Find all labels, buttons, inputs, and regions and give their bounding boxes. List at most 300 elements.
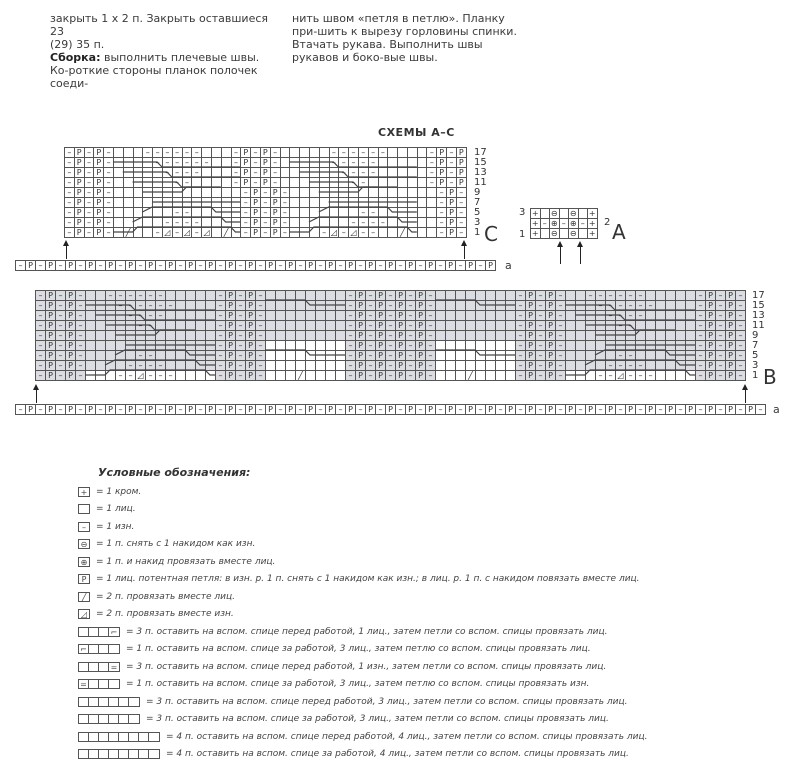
chart-cell: –: [349, 218, 359, 228]
chart-cell: [222, 148, 232, 158]
chart-cell: +: [531, 209, 539, 218]
chart-cell: P: [126, 405, 136, 415]
chart-cell: –: [136, 321, 146, 331]
chart-cell: –: [386, 371, 396, 381]
chart-cell: [186, 311, 196, 321]
chart-cell: P: [75, 198, 85, 208]
chart-cell: [456, 351, 466, 361]
chart-cell: [136, 341, 146, 351]
chart-cell: [290, 198, 300, 208]
chart-cell: [212, 218, 222, 228]
chart-cell: [202, 168, 212, 178]
chart-cell: [666, 321, 676, 331]
chart-cell: –: [56, 351, 66, 361]
row-number: 13: [752, 310, 765, 321]
chart-cell: –: [276, 261, 286, 271]
legend: [78, 466, 647, 763]
chart-cell: [206, 301, 216, 311]
chart-cell: [656, 291, 666, 301]
chart-cell: –: [696, 361, 706, 371]
chart-cell: P: [526, 331, 536, 341]
chart-cell: [212, 188, 222, 198]
chart-cell: [666, 341, 676, 351]
chart-cell: [566, 301, 576, 311]
chart-cell: [656, 301, 666, 311]
chart-cell: [306, 301, 316, 311]
chart-cell: [116, 331, 126, 341]
chart-cell: –: [556, 405, 566, 415]
chart-cell: P: [286, 261, 296, 271]
chart-cell: –: [386, 321, 396, 331]
chart-cell: [202, 188, 212, 198]
chart-cell: [316, 371, 326, 381]
chart-cell: –: [386, 351, 396, 361]
chart-cell: [398, 148, 408, 158]
chart-cell: ◿: [163, 228, 173, 238]
chart-cell: P: [726, 405, 736, 415]
chart-cell: [326, 331, 336, 341]
chart-cell: P: [376, 311, 386, 321]
chart-cell: [202, 208, 212, 218]
chart-cell: –: [146, 351, 156, 361]
chart-cell: P: [356, 351, 366, 361]
chart-cell: P: [226, 351, 236, 361]
chart-cell: –: [366, 301, 376, 311]
chart-cell: ╱: [222, 228, 232, 238]
chart-cell: –: [406, 351, 416, 361]
chart-cell: –: [261, 218, 271, 228]
chart-cell: –: [256, 371, 266, 381]
chart-cell: P: [526, 321, 536, 331]
legend-symbol-icon: P: [78, 574, 90, 584]
chart-cell: P: [426, 405, 436, 415]
chart-cell: –: [256, 331, 266, 341]
chart-cell: –: [236, 341, 246, 351]
chart-cell: –: [65, 198, 75, 208]
row-number: 1: [752, 370, 759, 381]
chart-cell: [326, 301, 336, 311]
chart-cell: [222, 188, 232, 198]
chart-cell: [134, 208, 144, 218]
chart-cell: –: [457, 208, 467, 218]
chart-cell: –: [36, 291, 46, 301]
chart-cell: +: [588, 209, 596, 218]
chart-cell: P: [416, 321, 426, 331]
chart-cell: P: [726, 291, 736, 301]
chart-cell: –: [146, 311, 156, 321]
chart-cell: [316, 291, 326, 301]
chart-cell: P: [706, 405, 716, 415]
chart-cell: –: [736, 321, 746, 331]
chart-cell: [566, 311, 576, 321]
chart-cell: [306, 361, 316, 371]
row-number: 9: [752, 330, 759, 341]
chart-cell: [339, 208, 349, 218]
chart-cell: [296, 361, 306, 371]
chart-cell: –: [536, 311, 546, 321]
chart-cell: [576, 371, 586, 381]
chart-cell: [306, 371, 316, 381]
chart-cell: –: [296, 405, 306, 415]
chart-cell: –: [556, 331, 566, 341]
chart-cell: –: [216, 291, 226, 301]
chart-cell: [276, 321, 286, 331]
chart-cell: P: [706, 351, 716, 361]
chart-cell: [336, 361, 346, 371]
chart-cell: [116, 321, 126, 331]
chart-cell: P: [416, 371, 426, 381]
chart-cell: –: [356, 261, 366, 271]
chart-cell: [436, 361, 446, 371]
chart-cell: –: [447, 158, 457, 168]
chart-cell: –: [356, 405, 366, 415]
chart-cell: [398, 198, 408, 208]
chart-cell: –: [163, 218, 173, 228]
chart-cell: –: [426, 311, 436, 321]
chart-cell: P: [271, 218, 281, 228]
chart-cell: [686, 301, 696, 311]
row-number: 15: [752, 300, 765, 311]
chart-cell: –: [696, 301, 706, 311]
chart-cell: –: [36, 301, 46, 311]
chart-cell: –: [146, 291, 156, 301]
chart-cell: P: [346, 405, 356, 415]
chart-cell: –: [76, 321, 86, 331]
chart-cell: –: [516, 341, 526, 351]
chart-cell: [232, 188, 242, 198]
chart-cell: [286, 351, 296, 361]
chart-cell: P: [66, 331, 76, 341]
chart-cell: –: [636, 371, 646, 381]
chart-cell: –: [406, 331, 416, 341]
legend-text: = 1 лиц.: [96, 504, 136, 515]
chart-cell: [310, 168, 320, 178]
chart-cell: –: [136, 405, 146, 415]
legend-item: [78, 728, 647, 746]
chart-cell: –: [236, 261, 246, 271]
chart-cell: –: [104, 218, 114, 228]
chart-cell: –: [143, 148, 153, 158]
chart-cell: [124, 218, 134, 228]
chart-cell: [398, 178, 408, 188]
chart-cell: –: [386, 291, 396, 301]
chart-cell: –: [96, 405, 106, 415]
chart-cell: –: [596, 301, 606, 311]
chart-cell: [116, 361, 126, 371]
chart-cell: P: [246, 261, 256, 271]
chart-cell: –: [359, 208, 369, 218]
row-number: 7: [474, 197, 481, 208]
chart-cell: [212, 178, 222, 188]
chart-cell: P: [447, 188, 457, 198]
chart-cell: [124, 198, 134, 208]
chart-cell: [281, 148, 291, 158]
chart-cell: P: [706, 291, 716, 301]
chart-cell: P: [75, 228, 85, 238]
chart-cell: P: [416, 311, 426, 321]
chart-cell: [202, 178, 212, 188]
chart-cell: P: [466, 261, 476, 271]
chart-cell: [156, 331, 166, 341]
chart-cell: [636, 321, 646, 331]
legend-text: = 1 п. снять с 1 накидом как изн.: [96, 539, 256, 550]
chart-cell: ◿: [136, 371, 146, 381]
chart-cell: –: [426, 361, 436, 371]
chart-cell: [446, 331, 456, 341]
chart-cell: [576, 331, 586, 341]
chart-cell: [676, 321, 686, 331]
chart-cell: P: [376, 361, 386, 371]
chart-cell: –: [646, 371, 656, 381]
chart-cell: [196, 341, 206, 351]
chart-cell: –: [716, 371, 726, 381]
chart-cell: P: [646, 405, 656, 415]
chart-cell: [398, 208, 408, 218]
chart-cell: [106, 341, 116, 351]
chart-cell: [576, 311, 586, 321]
chart-cell: –: [56, 405, 66, 415]
chart-cell: [596, 331, 606, 341]
chart-cell: [186, 291, 196, 301]
chart-cell: [290, 148, 300, 158]
chart-cell: [566, 351, 576, 361]
chart-cell: [320, 208, 330, 218]
chart-cell: P: [75, 158, 85, 168]
chart-cell: [266, 321, 276, 331]
chart-cell: [369, 188, 379, 198]
chart-cell: [124, 168, 134, 178]
chart-cell: [666, 301, 676, 311]
chart-cell: [418, 178, 428, 188]
chart-cell: [388, 208, 398, 218]
chart-cell: [300, 148, 310, 158]
legend-symbol-icon: [78, 749, 160, 759]
chart-cell: [196, 291, 206, 301]
chart-cell: [266, 341, 276, 351]
chart-cell: [486, 301, 496, 311]
chart-cell: –: [536, 405, 546, 415]
chart-cell: [310, 158, 320, 168]
legend-text: = 1 изн.: [96, 521, 135, 532]
legend-item: [78, 623, 647, 641]
chart-cell: [586, 341, 596, 351]
chart-cell: P: [416, 331, 426, 341]
chart-cell: P: [726, 361, 736, 371]
chart-cell: [686, 291, 696, 301]
chart-cell: –: [376, 405, 386, 415]
chart-cell: –: [736, 361, 746, 371]
chart-cell: –: [65, 178, 75, 188]
chart-cell: P: [356, 331, 366, 341]
chart-cell: P: [546, 371, 556, 381]
chart-cell: –: [153, 148, 163, 158]
chart-cell: [143, 168, 153, 178]
chart-cell: –: [736, 301, 746, 311]
chart-cell: –: [626, 371, 636, 381]
chart-cell: –: [516, 301, 526, 311]
chart-cell: [286, 301, 296, 311]
chart-cell: –: [36, 311, 46, 321]
chart-cell: [266, 351, 276, 361]
chart-cell: [339, 188, 349, 198]
chart-cell: –: [36, 371, 46, 381]
chart-cell: –: [716, 301, 726, 311]
chart-cell: –: [556, 291, 566, 301]
chart-cell: –: [232, 158, 242, 168]
chart-cell: –: [696, 371, 706, 381]
chart-cell: –: [104, 148, 114, 158]
chart-cell: –: [183, 218, 193, 228]
chart-cell: P: [94, 198, 104, 208]
chart-cell: –: [85, 158, 95, 168]
chart-cell: –: [296, 261, 306, 271]
chart-cell: [300, 228, 310, 238]
chart-cell: [326, 291, 336, 301]
chart-cell: [596, 311, 606, 321]
chart-cell: [686, 341, 696, 351]
chart-grid: [64, 147, 467, 238]
chart-cell: [398, 218, 408, 228]
chart-cell: [306, 331, 316, 341]
chart-cell: [506, 331, 516, 341]
chart-cell: –: [560, 219, 570, 229]
legend-item: [78, 588, 647, 606]
chart-cell: [506, 351, 516, 361]
chart-cell: [541, 229, 551, 239]
chart-cell: –: [606, 361, 616, 371]
chart-cell: [676, 331, 686, 341]
chart-cell: [379, 158, 389, 168]
chart-cell: –: [426, 351, 436, 361]
chart-cell: [310, 178, 320, 188]
chart-cell: [496, 341, 506, 351]
chart-cell: [436, 311, 446, 321]
chart-cell: [336, 291, 346, 301]
chart-cell: –: [436, 261, 446, 271]
chart-cell: –: [437, 218, 447, 228]
chart-cell: [326, 321, 336, 331]
chart-cell: –: [256, 311, 266, 321]
chart-cell: [143, 218, 153, 228]
chart-cell: –: [436, 405, 446, 415]
chart-cell: [286, 291, 296, 301]
chart-cell: –: [256, 261, 266, 271]
chart-cell: [636, 341, 646, 351]
chart-cell: [134, 198, 144, 208]
chart-cell: [496, 311, 506, 321]
chart-cell: [336, 311, 346, 321]
chart-cell: [296, 291, 306, 301]
chart-cell: –: [104, 228, 114, 238]
chart-cell: [560, 209, 570, 219]
chart-cell: [176, 301, 186, 311]
chart-cell: P: [26, 405, 36, 415]
chart-cell: P: [457, 148, 467, 158]
chart-cell: –: [173, 168, 183, 178]
chart-cell: –: [606, 291, 616, 301]
chart-cell: –: [146, 361, 156, 371]
chart-cell: [676, 291, 686, 301]
chart-cell: –: [126, 291, 136, 301]
chart-cell: –: [536, 291, 546, 301]
chart-cell: P: [46, 405, 56, 415]
chart-cell: –: [736, 291, 746, 301]
chart-cell: –: [116, 261, 126, 271]
chart-cell: [146, 341, 156, 351]
chart-cell: P: [706, 341, 716, 351]
chart-cell: P: [251, 228, 261, 238]
chart-cell: –: [626, 311, 636, 321]
chart-cell: P: [46, 361, 56, 371]
legend-symbol-icon: [78, 732, 160, 742]
chart-cell: –: [736, 351, 746, 361]
chart-cell: –: [626, 361, 636, 371]
chart-cell: –: [606, 371, 616, 381]
chart-cell: [466, 351, 476, 361]
chart-cell: P: [396, 341, 406, 351]
chart-cell: P: [376, 331, 386, 341]
chart-cell: [166, 341, 176, 351]
chart-cell: –: [271, 168, 281, 178]
chart-cell: [276, 331, 286, 341]
chart-cell: –: [656, 405, 666, 415]
legend-symbol-icon: ⌐: [78, 627, 120, 637]
chart-grid: [15, 260, 496, 271]
chart-cell: P: [546, 341, 556, 351]
chart-cell: –: [241, 228, 251, 238]
legend-symbol-icon: ◿: [78, 609, 90, 619]
chart-cell: ╱: [466, 371, 476, 381]
chart-cell: [202, 218, 212, 228]
chart-cell: [379, 168, 389, 178]
chart-cell: –: [406, 291, 416, 301]
chart-cell: –: [261, 188, 271, 198]
chart-cell: [300, 198, 310, 208]
chart-cell: [316, 351, 326, 361]
chart-cell: [134, 178, 144, 188]
chart-cell: –: [146, 321, 156, 331]
chart-cell: [330, 218, 340, 228]
chart-cell: –: [316, 405, 326, 415]
row-number: 3: [474, 217, 481, 228]
chart-cell: –: [366, 291, 376, 301]
chart-cell: [436, 371, 446, 381]
chart-cell: [114, 218, 124, 228]
chart-cell: [427, 228, 437, 238]
chart-cell: –: [281, 218, 291, 228]
chart-cell: [320, 198, 330, 208]
chart-cell: [196, 351, 206, 361]
chart-cell: [134, 148, 144, 158]
chart-cell: P: [226, 405, 236, 415]
chart-cell: P: [726, 301, 736, 311]
chart-cell: –: [216, 361, 226, 371]
chart-cell: –: [85, 208, 95, 218]
chart-cell: [281, 178, 291, 188]
chart-cell: [636, 331, 646, 341]
chart-cell: [176, 341, 186, 351]
chart-cell: –: [216, 301, 226, 311]
chart-cell: P: [46, 321, 56, 331]
chart-cell: –: [330, 158, 340, 168]
chart-cell: –: [236, 371, 246, 381]
chart-cell: [496, 321, 506, 331]
chart-cell: –: [36, 321, 46, 331]
legend-text: = 3 п. оставить на вспом. спице перед работой, 1 лиц., затем петли со вспом. спицы провязать лиц.: [126, 626, 608, 637]
chart-cell: [576, 291, 586, 301]
chart-cell: –: [216, 331, 226, 341]
chart-cell: –: [437, 198, 447, 208]
